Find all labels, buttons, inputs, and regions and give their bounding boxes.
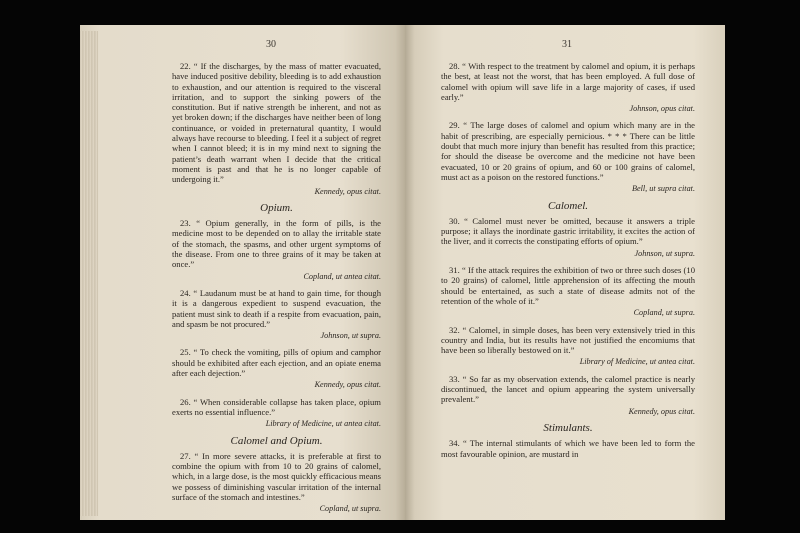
paragraph: 31. “ If the attack requires the exhibition of two or three such doses (10 to 20 grains) of calomel, little apprehension of its affecting the mouth should be entertained, as such a state of disease admits not of the retention of the whole of it.”	[441, 265, 695, 306]
citation: Library of Medicine, ut antea citat.	[265, 419, 381, 429]
right-page-text	[441, 61, 695, 459]
paragraph: 22. “ If the discharges, by the mass of matter evacuated, have induced positive debility, bleeding is to add exhaustion to exhaustion, and our attention is required to the visceral irritation, and to support the sinking powers of the constitution. But if native strength be inherent, and not as yet broken down; if the discharges have neither been of long continuance, or voided in preternatural quantity, I would always have recourse to bleeding. I feel it a subject of regret when I cannot bleed; it is in my mind next to signing the patient’s death warrant when I decide that the critical moment is past and that he is no longer capable of undergoing it.”	[172, 61, 381, 185]
paragraph: 29. “ The large doses of calomel and opium which many are in the habit of prescribing, are especially pernicious. * * * There can be little doubt that much more injury than benefit has resulted from this practice; for should the disease be overcome and the medicine not have been evacuated, 10 or 20 grains of opium, and 60 or 100 grains of calomel, must act as a poison on the restored functions.”	[441, 120, 695, 182]
citation: Kennedy, opus citat.	[314, 380, 381, 390]
citation: Johnson, opus citat.	[629, 104, 695, 114]
open-book	[80, 25, 725, 520]
citation: Kennedy, opus citat.	[628, 406, 695, 416]
left-page	[80, 25, 405, 520]
citation: Library of Medicine, ut antea citat.	[579, 357, 695, 367]
section-heading: Calomel.	[547, 199, 589, 212]
citation: Bell, ut supra citat.	[632, 184, 695, 194]
section-heading: Opium.	[260, 201, 293, 214]
paragraph: 32. “ Calomel, in simple doses, has been very extensively tried in this country and India, but its results have not justified the encomiums that have been so liberally bestowed on it.”	[441, 324, 695, 356]
paragraph: 25. “ To check the vomiting, pills of opium and camphor should be exhibited after each ejection, and an opiate enema after each dejection.”	[172, 347, 381, 379]
citation: Copland, ut antea citat.	[303, 271, 381, 281]
paragraph: 33. “ So far as my observation extends, the calomel practice is nearly discontinued, the lancet and opium appearing the system universally prevalent.”	[441, 373, 695, 405]
citation: Johnson, ut supra.	[634, 248, 695, 258]
paragraph: 27. “ In more severe attacks, it is preferable at first to combine the opium with from 10 to 20 grains of calomel, which, in a large dose, is the most quickly efficacious means we possess of diminishing vascular irritation of the internal surface of the stomach and intestines.”	[172, 450, 381, 502]
citation: Copland, ut supra.	[319, 504, 381, 514]
citation: Copland, ut supra.	[633, 308, 695, 318]
paragraph: 23. “ Opium generally, in the form of pills, is the medicine most to be depended on to allay the irritable state of the stomach, the spasms, and other urgent symptoms of the disease. From one to three grains of it may be taken at once.”	[172, 218, 381, 270]
section-heading: Stimulants.	[543, 421, 593, 434]
paragraph: 34. “ The internal stimulants of which we have been led to form the most favourable opinion, are mustard in	[441, 438, 695, 459]
citation: Kennedy, opus citat.	[314, 186, 381, 196]
paragraph: 28. “ With respect to the treatment by calomel and opium, it is perhaps the best, at least not the worst, that has been employed. A full dose of calomel with opium will save life in a large majority of cases, if used early.”	[441, 61, 695, 102]
left-page-text	[172, 61, 381, 515]
page-edge-stack	[80, 31, 98, 516]
paragraph: 30. “ Calomel must never be omitted, because it answers a triple purpose; it allays the inordinate gastric irritability, it excites the action of the liver, and it corrects the constipating efforts of opium.”	[441, 215, 695, 247]
citation: Johnson, ut supra.	[320, 331, 381, 341]
paragraph: 24. “ Laudanum must be at hand to gain time, for though it is a dangerous expedient to suspend evacuation, the patient must sink to death if a respite from evacuation, pain, and spasm be not procured.”	[172, 287, 381, 329]
paragraph: 26. “ When considerable collapse has taken place, opium exerts no essential influence.”	[172, 396, 381, 417]
section-heading: Calomel and Opium.	[230, 434, 323, 447]
page-number: 31	[562, 39, 572, 50]
page-number: 30	[266, 39, 276, 50]
right-page	[405, 25, 725, 520]
